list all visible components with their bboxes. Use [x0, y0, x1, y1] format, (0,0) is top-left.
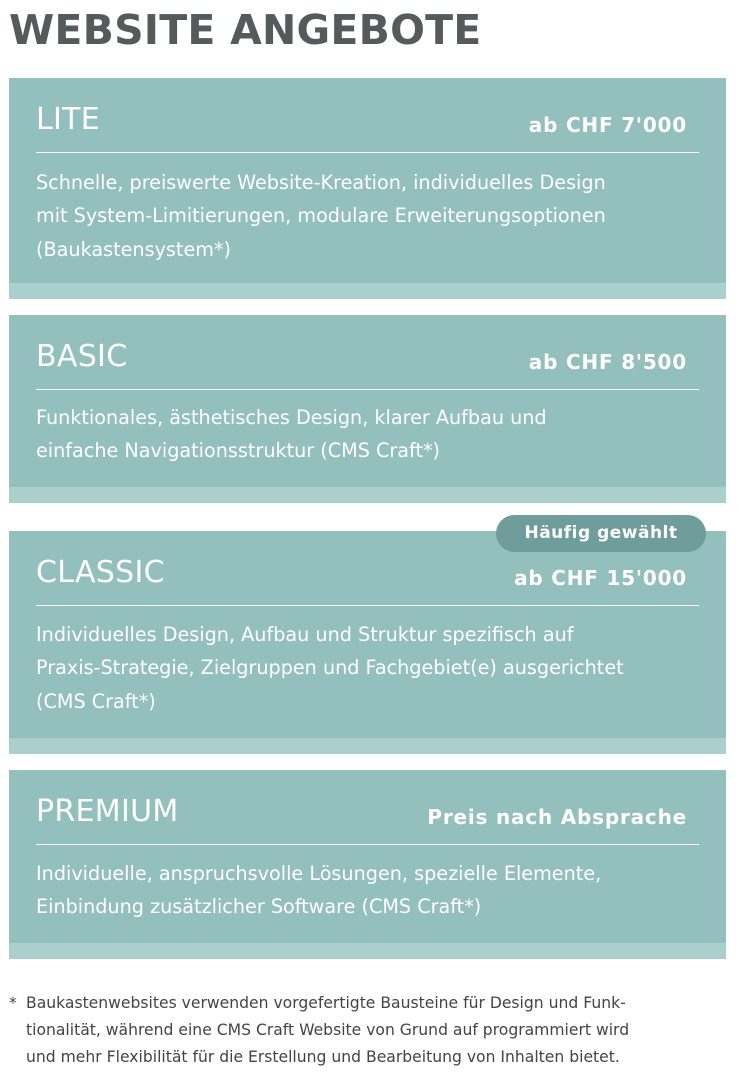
divider: [36, 152, 699, 153]
footnote-text: [26, 990, 721, 1071]
footnote: [9, 990, 721, 1071]
offer-description-line: Funktionales, ästhetisches Design, klarer Aufbau und: [36, 406, 547, 429]
offer-card-lite: [9, 78, 726, 299]
divider: [36, 389, 699, 390]
offer-name: PREMIUM: [36, 794, 179, 829]
popular-badge: Häufig gewählt: [496, 515, 706, 552]
offer-description-line: Schnelle, preiswerte Website-Kreation, individuelles Design: [36, 171, 606, 194]
offer-name: CLASSIC: [36, 555, 165, 590]
offer-header: [36, 78, 699, 152]
offer-name: BASIC: [36, 339, 128, 374]
divider: [36, 844, 699, 845]
offer-card-basic: [9, 315, 726, 503]
offer-price: Preis nach Absprache: [427, 805, 687, 829]
footnote-line: tionalität, während eine CMS Craft Website von Grund auf programmiert wird: [26, 1021, 630, 1039]
offer-description-line: Einbindung zusätzlicher Software (CMS Craft*): [36, 895, 482, 919]
offer-price: ab CHF 7'000: [528, 113, 687, 137]
page-title: WEBSITE ANGEBOTE: [9, 6, 482, 54]
offer-description-line: mit System-Limitierungen, modulare Erweiterungsoptionen: [36, 204, 606, 228]
offer-header: [36, 315, 699, 389]
offer-card-premium: [9, 770, 726, 959]
offer-description: [36, 618, 706, 718]
offer-description: [36, 857, 706, 924]
offer-description: [36, 166, 706, 266]
offer-description-line: (CMS Craft*): [36, 689, 156, 713]
offer-description-line: (Baukastensystem*): [36, 237, 232, 261]
offer-price: ab CHF 15'000: [514, 566, 687, 590]
offer-header: [36, 770, 699, 844]
footnote-line: und mehr Flexibilität für die Erstellung und Bearbeitung von Inhalten bietet.: [26, 1048, 620, 1066]
offer-name: LITE: [36, 102, 101, 137]
offer-card-classic: [9, 531, 726, 754]
offer-description: [36, 401, 706, 468]
footnote-marker: *: [9, 994, 17, 1012]
offer-description-line: Praxis-Strategie, Zielgruppen und Fachgebiet(e) ausgerichtet: [36, 656, 624, 680]
offer-description-line: Individuelle, anspruchsvolle Lösungen, spezielle Elemente,: [36, 862, 602, 885]
offer-price: ab CHF 8'500: [528, 350, 687, 374]
footnote-line: Baukastenwebsites verwenden vorgefertigte Bausteine für Design und Funk-: [26, 994, 626, 1012]
offer-description-line: einfache Navigationsstruktur (CMS Craft*): [36, 439, 441, 463]
offer-description-line: Individuelles Design, Aufbau und Struktur spezifisch auf: [36, 623, 574, 646]
divider: [36, 605, 699, 606]
